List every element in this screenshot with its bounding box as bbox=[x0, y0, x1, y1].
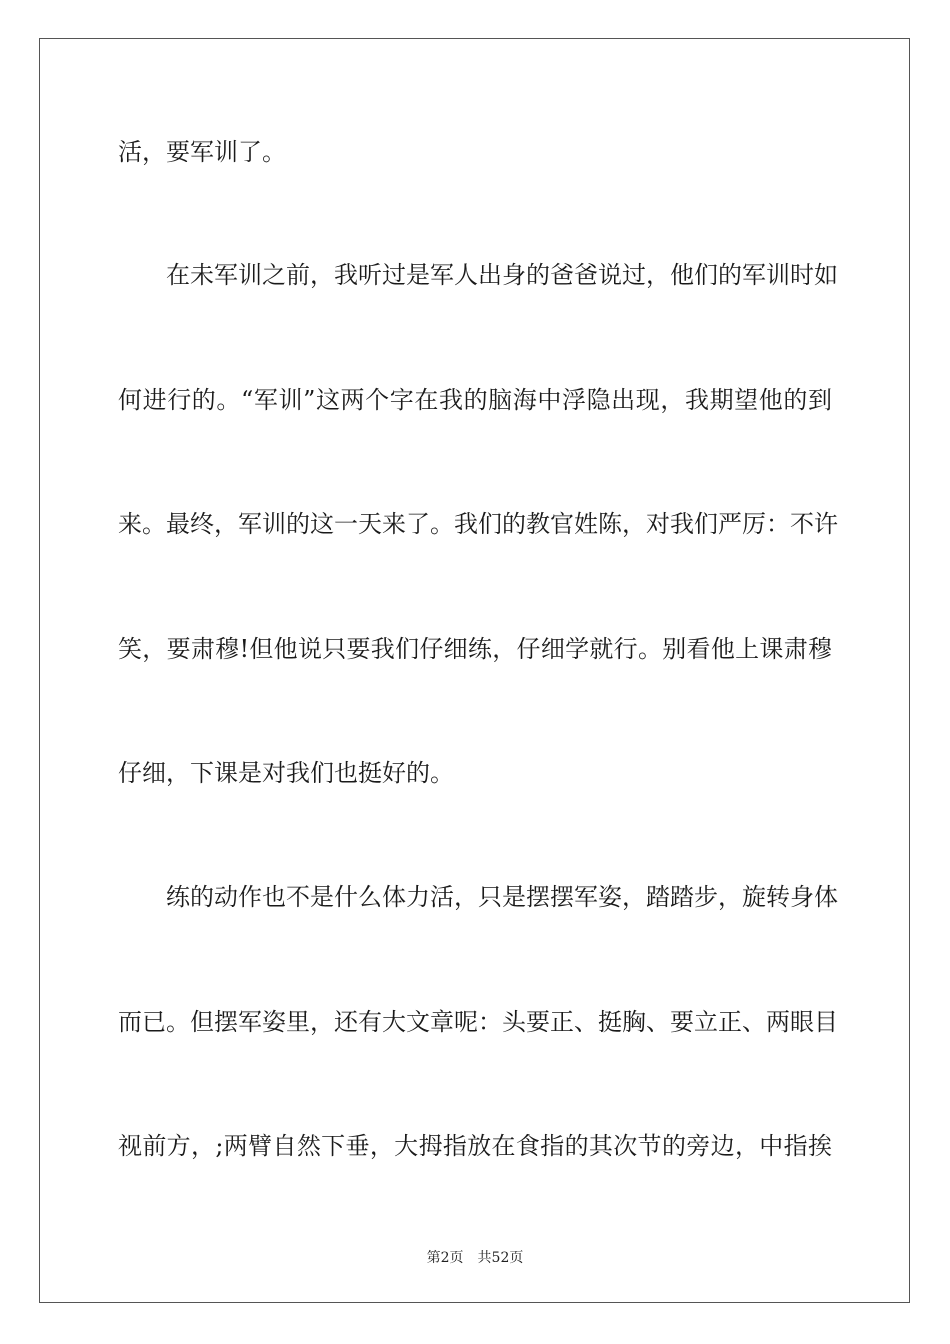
text-line-1: 活，要军训了。 bbox=[118, 138, 286, 166]
page-border bbox=[39, 38, 910, 1303]
text-line-4: 来。最终，军训的这一天来了。我们的教官姓陈，对我们严厉：不许 bbox=[118, 510, 838, 538]
text-line-2: 在未军训之前，我听过是军人出身的爸爸说过，他们的军训时如 bbox=[166, 261, 838, 289]
text-line-8: 而已。但摆军姿里，还有大文章呢：头要正、挺胸、要立正、两眼目 bbox=[118, 1008, 838, 1036]
page-number: 第2页 bbox=[426, 1250, 464, 1266]
text-line-7: 练的动作也不是什么体力活，只是摆摆军姿，踏踏步，旋转身体 bbox=[166, 883, 838, 911]
text-line-3: 何进行的。“军训”这两个字在我的脑海中浮隐出现，我期望他的到 bbox=[118, 386, 832, 414]
text-line-5: 笑，要肃穆!但他说只要我们仔细练，仔细学就行。别看他上课肃穆 bbox=[118, 635, 832, 663]
text-line-6: 仔细，下课是对我们也挺好的。 bbox=[118, 759, 454, 787]
text-line-9: 视前方，;两臂自然下垂，大拇指放在食指的其次节的旁边，中指挨 bbox=[118, 1132, 832, 1160]
page-total: 共52页 bbox=[477, 1250, 524, 1266]
page-footer bbox=[0, 1249, 950, 1267]
